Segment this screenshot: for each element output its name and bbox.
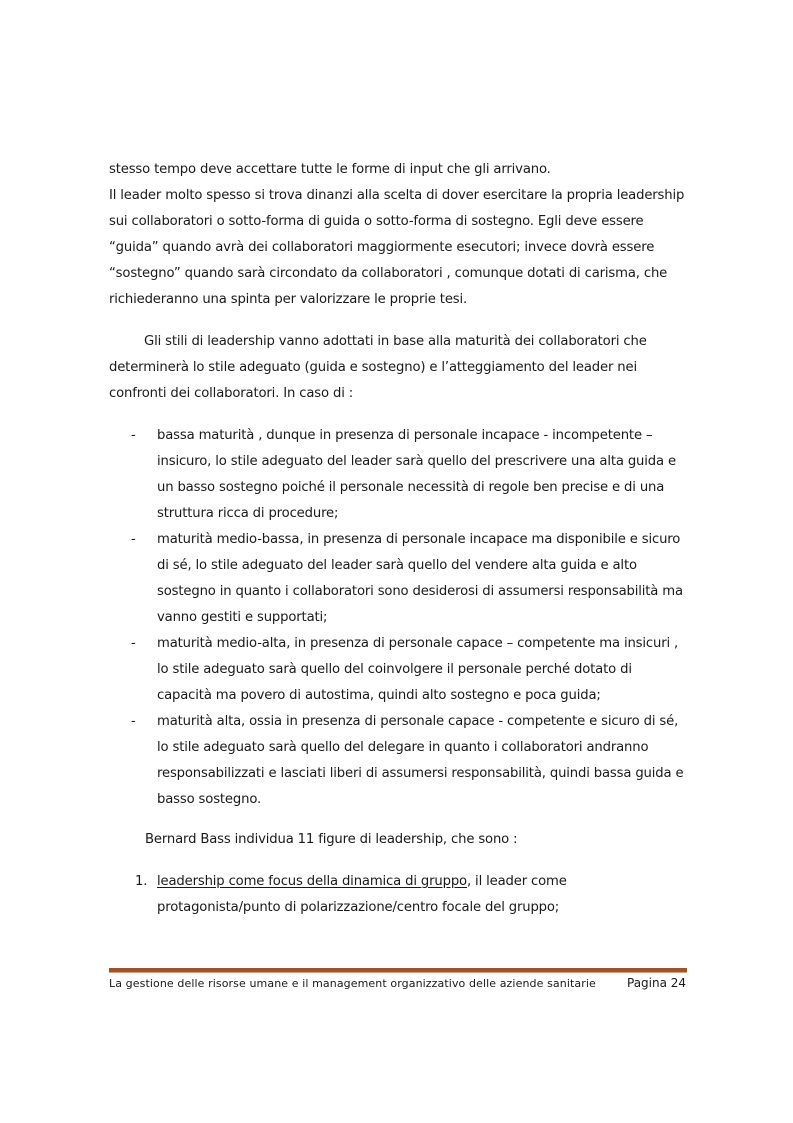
list-item	[109, 423, 689, 527]
footer-divider	[109, 968, 687, 973]
bullet-marker: -	[131, 636, 136, 651]
leadership-figures-list	[109, 869, 689, 921]
list-item-text: maturità alta, ossia in presenza di personale capace - competente e sicuro di sé, lo stile adeguato sarà quello del delegare in quanto i collaboratori andranno responsabilizzati e lasciati liberi di assumersi responsabilità, quindi bassa guida e basso sostegno.	[157, 714, 684, 807]
list-item-text: , il leader come protagonista/punto di polarizzazione/centro focale del gruppo;	[157, 874, 567, 915]
page-number: Pagina 24	[627, 976, 687, 990]
list-item-text: bassa maturità , dunque in presenza di personale incapace - incompetente – insicuro, lo stile adeguato del leader sarà quello del prescrivere una alta guida e un basso sostegno poiché il personale necessità di regole ben precise e di una struttura ricca di procedure;	[157, 428, 676, 521]
list-item	[109, 631, 689, 709]
list-item	[109, 869, 689, 921]
paragraph-leader-choice: Il leader molto spesso si trova dinanzi alla scelta di dover esercitare la propria leadership sui collaboratori o sotto-forma di guida o sotto-forma di sostegno. Egli deve essere “guida” quando avrà dei collaboratori maggiormente esecutori; invece dovrà essere “sostegno” quando sarà circondato da collaboratori , comunque dotati di carisma, che richiederanno una spinta per valorizzare le proprie tesi.	[109, 188, 685, 307]
page-body	[109, 157, 689, 921]
paragraph-continuation: stesso tempo deve accettare tutte le forme di input che gli arrivano.	[109, 162, 551, 177]
list-item-text: maturità medio-bassa, in presenza di personale incapace ma disponibile e sicuro di sé, lo stile adeguato del leader sarà quello del vendere alta guida e alto sostegno in quanto i collaboratori sono desiderosi di assumersi responsabilità ma vanno gestiti e supportati;	[157, 532, 683, 625]
list-number: 1.	[135, 874, 148, 889]
bullet-marker: -	[131, 428, 136, 443]
list-item-text: maturità medio-alta, in presenza di personale capace – competente ma insicuri , lo stile adeguato sarà quello del coinvolgere il personale perché dotato di capacità ma povero di autostima, quindi alto sostegno e poca guida;	[157, 636, 679, 703]
paragraph-leadership-styles: Gli stili di leadership vanno adottati in base alla maturità dei collaboratori che determinerà lo stile adeguato (guida e sostegno) e l’atteggiamento del leader nei confronti dei collaboratori. In caso di :	[109, 334, 647, 401]
maturity-list	[109, 423, 689, 813]
bullet-marker: -	[131, 714, 136, 729]
list-item	[109, 709, 689, 813]
list-item	[109, 527, 689, 631]
underlined-term: leadership come focus della dinamica di gruppo	[157, 874, 467, 889]
footer-title: La gestione delle risorse umane e il management organizzativo delle aziende sanitarie	[109, 977, 596, 990]
paragraph-bass-intro: Bernard Bass individua 11 figure di leadership, che sono :	[145, 832, 518, 847]
bullet-marker: -	[131, 532, 136, 547]
